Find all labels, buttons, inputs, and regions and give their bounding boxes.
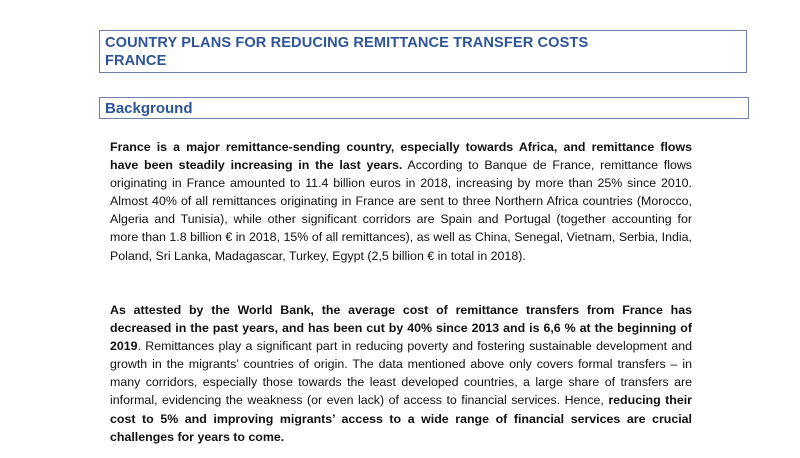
section-heading-box [99,97,749,119]
section-heading: Background [105,100,193,117]
paragraph-1 [110,138,692,265]
document-title: COUNTRY PLANS FOR REDUCING REMITTANCE TRANSFER COSTS [105,35,589,51]
paragraph-2 [110,301,692,446]
document-title-box [99,30,747,73]
paragraph-2-lead: As attested by the World Bank, the average cost of remittance transfers from France has decreased in the past years, and has been cut by 40% since 2013 and is 6,6 % at the beginning of 2019 [110,303,692,354]
paragraph-1-lead: France is a major remittance-sending country, especially towards Africa, and remittance flows have been steadily increasing in the last years. [110,140,692,173]
document-subtitle-country: FRANCE [105,53,167,69]
paragraph-2-body: . Remittances play a significant part in reducing poverty and fostering sustainable development and growth in the migrants’ countries of origin. The data mentioned above only covers formal transfers – in many corridors, especially those towards the least developed countries, a large share of transfers are informal, evidencing the weakness (or even lack) of access to financial services. Hence, [110,339,692,408]
paragraph-2-conclusion: reducing their cost to 5% and improving migrants’ access to a wide range of financial services are crucial challenges for years to come. [110,393,692,444]
paragraph-1-body: According to Banque de France, remittance flows originating in France amounted to 11.4 billion euros in 2018, increasing by more than 25% since 2010. Almost 40% of all remittances originating in France are sent to three Northern Africa countries (Morocco, Algeria and Tunisia), while other significant corridors are Spain and Portugal (together accounting for more than 1.8 billion € in 2018, 15% of all remittances), as well as China, Senegal, Vietnam, Serbia, India, Poland, Sri Lanka, Madagascar, Turkey, Egypt (2,5 billion € in total in 2018). [110,158,692,263]
